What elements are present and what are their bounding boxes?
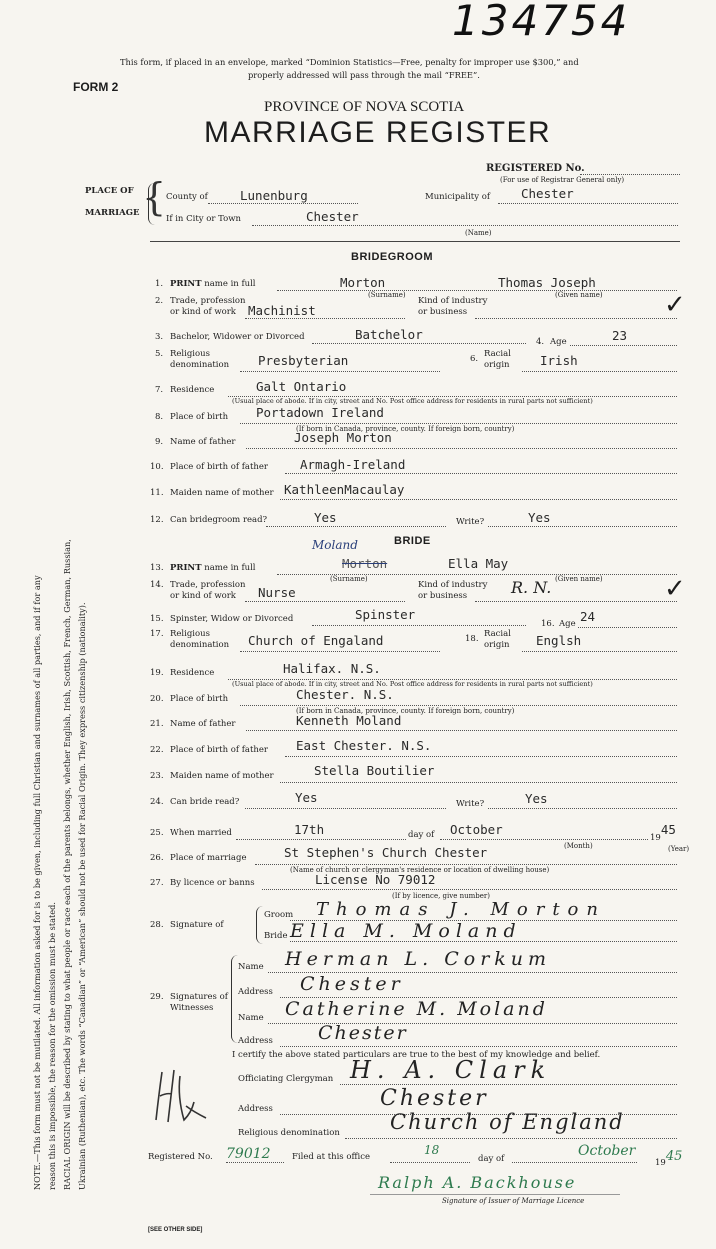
bride-can-write: Yes — [525, 791, 548, 806]
envelope-notice-line2: properly addressed will pass through the mail “FREE”. — [248, 70, 480, 80]
city-value: Chester — [306, 209, 359, 224]
clergyman-signature: H. A. Clark — [350, 1056, 552, 1084]
field-1-text: name in full — [204, 279, 256, 289]
footer-registered-label: Registered No. — [148, 1152, 213, 1162]
marriage-place-note: (Name of church or clergyman's residence or location of dwelling house) — [290, 866, 550, 874]
groom-signature-label: Groom — [264, 910, 294, 920]
bride-signature: Ella M. Moland — [290, 920, 522, 942]
witness-1-address: Chester — [300, 973, 404, 995]
field-22-label: Place of birth of father — [170, 745, 268, 755]
field-25-label: When married — [170, 828, 232, 838]
marriage-year — [650, 822, 676, 843]
field-20-label: Place of birth — [170, 694, 229, 704]
marriage-day-label: day of — [408, 830, 435, 840]
field-11-label: Maiden name of mother — [170, 488, 274, 498]
bride-racial-origin: Englsh — [536, 633, 582, 648]
field-12-number: 12. — [150, 515, 164, 525]
field-5-label-1: Religious — [170, 349, 210, 359]
witness-2-name-label: Name — [238, 1013, 264, 1023]
page-title: MARRIAGE REGISTER — [204, 116, 552, 149]
groom-religion: Presbyterian — [258, 353, 349, 368]
field-10-number: 10. — [150, 462, 164, 472]
side-note-line-3: RACIAL ORIGIN will be described by stating to what people or race each of the parents belongs, whether English, Irish, Scottish, French, German, Russian, — [62, 539, 72, 1190]
marriage-year-value: 45 — [660, 822, 676, 837]
groom-birthplace-note: (If born in Canada, province, county. If foreign born, country) — [296, 425, 515, 433]
bride-residence: Halifax. N.S. — [283, 661, 381, 676]
field-19-label: Residence — [170, 668, 215, 678]
field-29-label-1: Signatures of — [170, 992, 228, 1002]
field-2-label-2: or kind of work — [170, 307, 236, 317]
bride-surname-struck: Morton — [342, 556, 388, 571]
groom-mother: KathleenMacaulay — [284, 482, 405, 497]
witness-2-signature: Catherine M. Moland — [285, 998, 548, 1020]
side-note-line-1: NOTE.—This form must not be mutilated. All information asked for is to be given, including full Christian and surnames of all parties, and if for any — [32, 575, 42, 1190]
field-9-label: Name of father — [170, 437, 236, 447]
margin-initials-mark — [148, 1066, 210, 1126]
divider — [150, 241, 680, 242]
field-17-number: 17. — [150, 629, 164, 639]
field-6-label-2: origin — [484, 360, 510, 370]
field-13-text: name in full — [204, 563, 256, 573]
field-17-label-1: Religious — [170, 629, 210, 639]
bride-residence-note: (Usual place of abode. If in city, street and No. Post office address for residents in rural parts not sufficient) — [232, 680, 593, 688]
marriage-year-note: (Year) — [668, 845, 690, 853]
witness-2-address-label: Address — [238, 1036, 273, 1046]
marriage-month-note: (Month) — [564, 842, 593, 850]
bride-given-name: Ella May — [448, 556, 509, 571]
field-1-print: PRINT — [170, 279, 202, 289]
field-18-number: 18. — [465, 634, 479, 644]
bride-birthplace: Chester. N.S. — [296, 687, 394, 702]
field-26-label: Place of marriage — [170, 853, 247, 863]
field-12-label: Can bridegroom read? — [170, 515, 268, 525]
field-3-label: Bachelor, Widower or Divorced — [170, 332, 305, 342]
marriage-licence: License No 79012 — [315, 872, 436, 887]
groom-status: Batchelor — [355, 327, 423, 342]
bride-industry-checkmark: ✓ — [664, 574, 686, 604]
field-13-label — [170, 563, 256, 573]
field-24-number: 24. — [150, 797, 164, 807]
bride-mother: Stella Boutilier — [314, 763, 435, 778]
issuer-signature: Ralph A. Backhouse — [378, 1173, 577, 1192]
field-27-label: By licence or banns — [170, 878, 255, 888]
field-13-number: 13. — [150, 563, 164, 573]
bride-age: 24 — [580, 609, 596, 624]
field-7-number: 7. — [155, 385, 164, 395]
county-label: County of — [166, 192, 208, 202]
bride-religion: Church of Engaland — [248, 633, 384, 648]
place-brace-icon: { — [142, 175, 167, 219]
bridegroom-section-title: BRIDEGROOM — [351, 251, 433, 263]
field-2-number: 2. — [155, 296, 164, 306]
city-label: If in City or Town — [166, 214, 242, 224]
field-29-label-2: Witnesses — [170, 1003, 214, 1013]
field-21-number: 21. — [150, 719, 164, 729]
clergy-address: Chester — [380, 1086, 489, 1111]
bride-birthplace-note: (If born in Canada, province, county. If foreign born, country) — [296, 707, 515, 715]
groom-residence-note: (Usual place of abode. If in city, street and No. Post office address for residents in rural parts not sufficient) — [232, 397, 593, 405]
registered-no-note: (For use of Registrar General only) — [500, 176, 625, 184]
issuer-signature-label: Signature of Issuer of Marriage Licence — [442, 1197, 585, 1205]
marriage-year-prefix: 19 — [650, 833, 661, 843]
groom-industry-checkmark: ✓ — [664, 290, 686, 320]
field-21-label: Name of father — [170, 719, 236, 729]
groom-trade: Machinist — [248, 303, 316, 318]
field-15-label: Spinster, Widow or Divorced — [170, 614, 294, 624]
bride-signature-label: Bride — [264, 931, 288, 941]
envelope-notice-line1: This form, if placed in an envelope, marked “Dominion Statistics—Free, penalty for improper use $300,” and — [120, 57, 579, 67]
field-19-number: 19. — [150, 668, 164, 678]
groom-birthplace: Portadown Ireland — [256, 405, 384, 420]
groom-given-name: Thomas Joseph — [498, 275, 596, 290]
field-27-number: 27. — [150, 878, 164, 888]
municipality-value: Chester — [521, 186, 574, 201]
bride-write-label: Write? — [456, 799, 485, 809]
marriage-month: October — [450, 822, 503, 837]
stamp-number: 134754 — [452, 0, 631, 45]
groom-signature: Thomas J. Morton — [316, 899, 606, 920]
groom-residence: Galt Ontario — [256, 379, 347, 394]
field-4-number: 4. — [536, 337, 545, 347]
city-name-note: (Name) — [465, 229, 492, 237]
field-14-label-1: Trade, profession — [170, 580, 246, 590]
bride-surname-note: (Surname) — [330, 575, 368, 583]
field-9-number: 9. — [155, 437, 164, 447]
field-13-print: PRINT — [170, 563, 202, 573]
form-label: FORM 2 — [73, 80, 119, 94]
field-7-label: Residence — [170, 385, 215, 395]
field-29-number: 29. — [150, 992, 164, 1002]
witness-1-name-label: Name — [238, 962, 264, 972]
field-2-label-1: Trade, profession — [170, 296, 246, 306]
witness-2-address: Chester — [318, 1022, 408, 1044]
field-15-number: 15. — [150, 614, 164, 624]
groom-industry-label-2: or business — [418, 307, 468, 317]
field-5-label-2: denomination — [170, 360, 230, 370]
field-23-number: 23. — [150, 771, 164, 781]
groom-write-label: Write? — [456, 517, 485, 527]
field-18-label-2: origin — [484, 640, 510, 650]
field-22-number: 22. — [150, 745, 164, 755]
bride-section-title: BRIDE — [394, 535, 431, 547]
clergy-address-label: Address — [238, 1104, 273, 1114]
field-28-label: Signature of — [170, 920, 224, 930]
province-title: PROVINCE OF NOVA SCOTIA — [264, 99, 465, 115]
groom-father-birthplace: Armagh-Ireland — [300, 457, 406, 472]
clergy-denomination: Church of England — [390, 1110, 625, 1134]
field-8-label: Place of birth — [170, 412, 229, 422]
registered-no-label: REGISTERED No. — [486, 163, 585, 174]
groom-father: Joseph Morton — [294, 430, 392, 445]
groom-surname-note: (Surname) — [368, 291, 406, 299]
witness-1-address-label: Address — [238, 987, 273, 997]
field-16-number: 16. — [541, 619, 555, 629]
field-11-number: 11. — [150, 488, 164, 498]
field-20-number: 20. — [150, 694, 164, 704]
side-note-line-2: reason this is impossible, the reason for the omission must be stated. — [47, 902, 57, 1190]
field-28-number: 28. — [150, 920, 164, 930]
bride-status: Spinster — [355, 607, 416, 622]
groom-industry-label-1: Kind of industry — [418, 296, 488, 306]
groom-given-note: (Given name) — [555, 291, 603, 299]
field-23-label: Maiden name of mother — [170, 771, 274, 781]
groom-racial-origin: Irish — [540, 353, 578, 368]
field-16-label: Age — [559, 619, 576, 629]
groom-age: 23 — [612, 328, 628, 343]
field-5-number: 5. — [155, 349, 164, 359]
field-26-number: 26. — [150, 853, 164, 863]
field-17-label-2: denomination — [170, 640, 230, 650]
field-14-number: 14. — [150, 580, 164, 590]
marriage-place: St Stephen's Church Chester — [284, 845, 488, 860]
groom-can-read: Yes — [314, 510, 337, 525]
footer-day-label: day of — [478, 1154, 505, 1164]
footer-filed-month: October — [578, 1143, 636, 1159]
municipality-label: Municipality of — [425, 192, 490, 202]
marriage-licence-note: (If by licence, give number) — [392, 892, 490, 900]
side-note — [30, 100, 90, 1190]
field-25-number: 25. — [150, 828, 164, 838]
field-8-number: 8. — [155, 412, 164, 422]
footer-filed-label: Filed at this office — [292, 1152, 371, 1162]
bride-industry-value: R. N. — [511, 578, 552, 597]
bride-can-read: Yes — [295, 790, 318, 805]
bride-surname-handwritten: Moland — [312, 538, 358, 552]
certification-statement: I certify the above stated particulars are true to the best of my knowledge and belief. — [232, 1050, 601, 1060]
footer-filed-day: 18 — [424, 1143, 440, 1157]
side-note-line-4: Ukrainian (Ruthenian), etc. The words “Canadian” or “American” should not be used for Racial Origin. They express citizenship (nationality). — [77, 602, 87, 1190]
bride-industry-label-2: or business — [418, 591, 468, 601]
field-14-label-2: or kind of work — [170, 591, 236, 601]
field-3-number: 3. — [155, 332, 164, 342]
bride-father: Kenneth Moland — [296, 713, 402, 728]
footer-year-prefix: 19 — [655, 1158, 666, 1168]
field-6-label-1: Racial — [484, 349, 511, 359]
field-6-number: 6. — [470, 354, 479, 364]
witness-1-signature: Herman L. Corkum — [285, 948, 552, 970]
marriage-day: 17th — [294, 822, 325, 837]
bride-trade: Nurse — [258, 585, 296, 600]
field-1-number: 1. — [155, 279, 164, 289]
field-24-label: Can bride read? — [170, 797, 240, 807]
bride-industry-label-1: Kind of industry — [418, 580, 488, 590]
footer-year-value: 45 — [665, 1149, 683, 1164]
field-10-label: Place of birth of father — [170, 462, 268, 472]
footer-year — [655, 1149, 683, 1169]
clergyman-label: Officiating Clergyman — [238, 1074, 334, 1084]
place-of-label-1: PLACE OF — [85, 186, 134, 196]
county-value: Lunenburg — [240, 188, 308, 203]
clergy-denomination-label: Religious denomination — [238, 1128, 340, 1138]
field-4-label: Age — [550, 337, 567, 347]
groom-can-write: Yes — [528, 510, 551, 525]
bride-given-note: (Given name) — [555, 575, 603, 583]
footer-registered-value: 79012 — [226, 1146, 271, 1162]
field-1-label — [170, 279, 256, 289]
groom-surname: Morton — [340, 275, 386, 290]
bride-father-birthplace: East Chester. N.S. — [296, 738, 432, 753]
place-of-label-2: MARRIAGE — [85, 208, 140, 218]
see-other-side: [SEE OTHER SIDE] — [148, 1227, 203, 1233]
field-18-label-1: Racial — [484, 629, 511, 639]
